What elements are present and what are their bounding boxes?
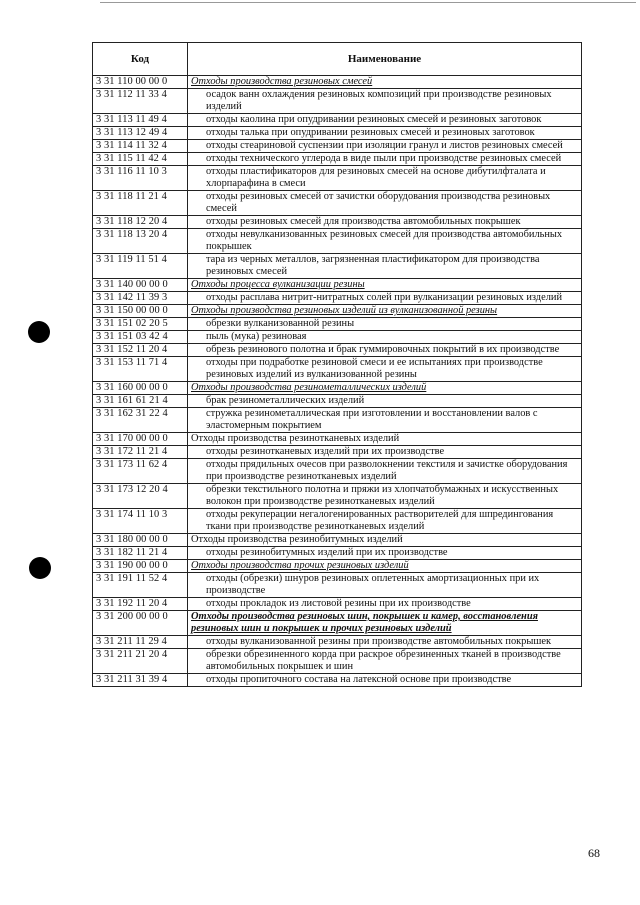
row-code: 3 31 116 11 10 3 [93,166,188,191]
row-name: отходы расплава нитрит-нитратных солей при вулканизации резиновых изделий [188,292,582,305]
row-code: 3 31 191 11 52 4 [93,573,188,598]
row-name: отходы резиновых смесей от зачистки оборудования производства резиновых смесей [188,191,582,216]
row-code: 3 31 119 11 51 4 [93,254,188,279]
row-name: отходы рекуперации негалогенированных растворителей для шпредингования ткани при производстве резинотканевых изделий [188,509,582,534]
row-name: обрезь резинового полотна и брак гуммировочных покрытий в их производстве [188,344,582,357]
punch-hole [29,557,51,579]
table-row [93,140,582,153]
row-name: отходы резинобитумных изделий при их производстве [188,547,582,560]
table-row [93,89,582,114]
row-name: отходы невулканизованных резиновых смесей для производства автомобильных покрышек [188,229,582,254]
table-row [93,408,582,433]
table-row [93,611,582,636]
row-name: Отходы производства резинобитумных изделий [188,534,582,547]
row-code: 3 31 173 12 20 4 [93,484,188,509]
page-number: 68 [588,846,600,860]
table-row [93,127,582,140]
table-row [93,279,582,292]
row-code: 3 31 112 11 33 4 [93,89,188,114]
table-row [93,229,582,254]
row-code: 3 31 142 11 39 3 [93,292,188,305]
row-code: 3 31 113 11 49 4 [93,114,188,127]
row-code: 3 31 114 11 32 4 [93,140,188,153]
table-row [93,382,582,395]
row-code: 3 31 192 11 20 4 [93,598,188,611]
row-code: 3 31 211 21 20 4 [93,649,188,674]
table-row [93,598,582,611]
waste-classification-table [92,42,582,687]
table-row [93,534,582,547]
table-row [93,166,582,191]
table-row [93,636,582,649]
table-row [93,216,582,229]
row-code: 3 31 151 02 20 5 [93,318,188,331]
row-name: брак резинометаллических изделий [188,395,582,408]
table-row [93,292,582,305]
row-name: отходы талька при опудривании резиновых смесей и резиновых заготовок [188,127,582,140]
row-code: 3 31 118 13 20 4 [93,229,188,254]
row-name: обрезки обрезиненного корда при раскрое обрезиненных тканей в производстве автомобильных покрышек и шин [188,649,582,674]
row-name: отходы пластификаторов для резиновых смесей на основе дибутилфталата и хлорпарафина в смеси [188,166,582,191]
table-row [93,547,582,560]
table-row [93,560,582,573]
row-code: 3 31 150 00 00 0 [93,305,188,318]
table-row [93,649,582,674]
table-row [93,76,582,89]
table-row [93,395,582,408]
row-code: 3 31 118 11 21 4 [93,191,188,216]
table-row [93,433,582,446]
row-code: 3 31 182 11 21 4 [93,547,188,560]
row-name: отходы резинотканевых изделий при их производстве [188,446,582,459]
row-code: 3 31 211 31 39 4 [93,674,188,687]
row-code: 3 31 211 11 29 4 [93,636,188,649]
row-code: 3 31 180 00 00 0 [93,534,188,547]
table-row [93,573,582,598]
row-name: отходы при подработке резиновой смеси и ее испытаниях при производстве резиновых изделий из вулканизованной резины [188,357,582,382]
row-code: 3 31 152 11 20 4 [93,344,188,357]
table-row [93,254,582,279]
row-name: Отходы производства резиновых смесей [188,76,582,89]
row-code: 3 31 113 12 49 4 [93,127,188,140]
table-row [93,484,582,509]
row-code: 3 31 173 11 62 4 [93,459,188,484]
row-name: Отходы производства резинометаллических изделий [188,382,582,395]
row-name: тара из черных металлов, загрязненная пластификатором для производства резиновых смесей [188,254,582,279]
table-row [93,357,582,382]
row-code: 3 31 162 31 22 4 [93,408,188,433]
row-name: отходы вулканизованной резины при производстве автомобильных покрышек [188,636,582,649]
row-name: обрезки текстильного полотна и пряжи из хлопчатобумажных и искусственных волокон при производстве резинотканевых изделий [188,484,582,509]
row-name: Отходы производства резиновых изделий из вулканизованной резины [188,305,582,318]
table-row [93,191,582,216]
row-name: отходы резиновых смесей для производства автомобильных покрышек [188,216,582,229]
row-code: 3 31 140 00 00 0 [93,279,188,292]
table-row [93,509,582,534]
row-name: отходы стеариновой суспензии при изоляции гранул и листов резиновых смесей [188,140,582,153]
table-row [93,114,582,127]
table-row [93,318,582,331]
row-name: Отходы процесса вулканизации резины [188,279,582,292]
table-row [93,674,582,687]
row-name: отходы прядильных очесов при разволокнении текстиля и зачистке оборудования при производстве резинотканевых изделий [188,459,582,484]
table-row [93,344,582,357]
row-code: 3 31 161 61 21 4 [93,395,188,408]
row-code: 3 31 172 11 21 4 [93,446,188,459]
row-name: отходы технического углерода в виде пыли при производстве резиновых смесей [188,153,582,166]
row-name: осадок ванн охлаждения резиновых композиций при производстве резиновых изделий [188,89,582,114]
row-code: 3 31 153 11 71 4 [93,357,188,382]
row-code: 3 31 151 03 42 4 [93,331,188,344]
row-code: 3 31 200 00 00 0 [93,611,188,636]
row-name: отходы прокладок из листовой резины при их производстве [188,598,582,611]
row-name: обрезки вулканизованной резины [188,318,582,331]
table-row [93,459,582,484]
row-code: 3 31 160 00 00 0 [93,382,188,395]
row-name: отходы каолина при опудривании резиновых смесей и резиновых заготовок [188,114,582,127]
row-code: 3 31 115 11 42 4 [93,153,188,166]
header-code: Код [93,43,188,76]
row-code: 3 31 190 00 00 0 [93,560,188,573]
row-name: стружка резинометаллическая при изготовлении и восстановлении валов с эластомерным покрытием [188,408,582,433]
table-row [93,331,582,344]
row-name: Отходы производства резиновых шин, покрышек и камер, восстановления резиновых шин и покрышек и прочих резиновых изделий [188,611,582,636]
row-code: 3 31 174 11 10 3 [93,509,188,534]
row-name: Отходы производства резинотканевых изделий [188,433,582,446]
row-code: 3 31 110 00 00 0 [93,76,188,89]
row-code: 3 31 118 12 20 4 [93,216,188,229]
table-row [93,305,582,318]
punch-hole [28,321,50,343]
row-name: Отходы производства прочих резиновых изделий [188,560,582,573]
row-name: пыль (мука) резиновая [188,331,582,344]
header-name: Наименование [188,43,582,76]
row-name: отходы пропиточного состава на латексной основе при производстве [188,674,582,687]
table-row [93,446,582,459]
row-name: отходы (обрезки) шнуров резиновых оплетенных амортизационных при их производстве [188,573,582,598]
table-row [93,153,582,166]
row-code: 3 31 170 00 00 0 [93,433,188,446]
table-header-row [93,43,582,76]
top-edge-line [100,2,636,3]
